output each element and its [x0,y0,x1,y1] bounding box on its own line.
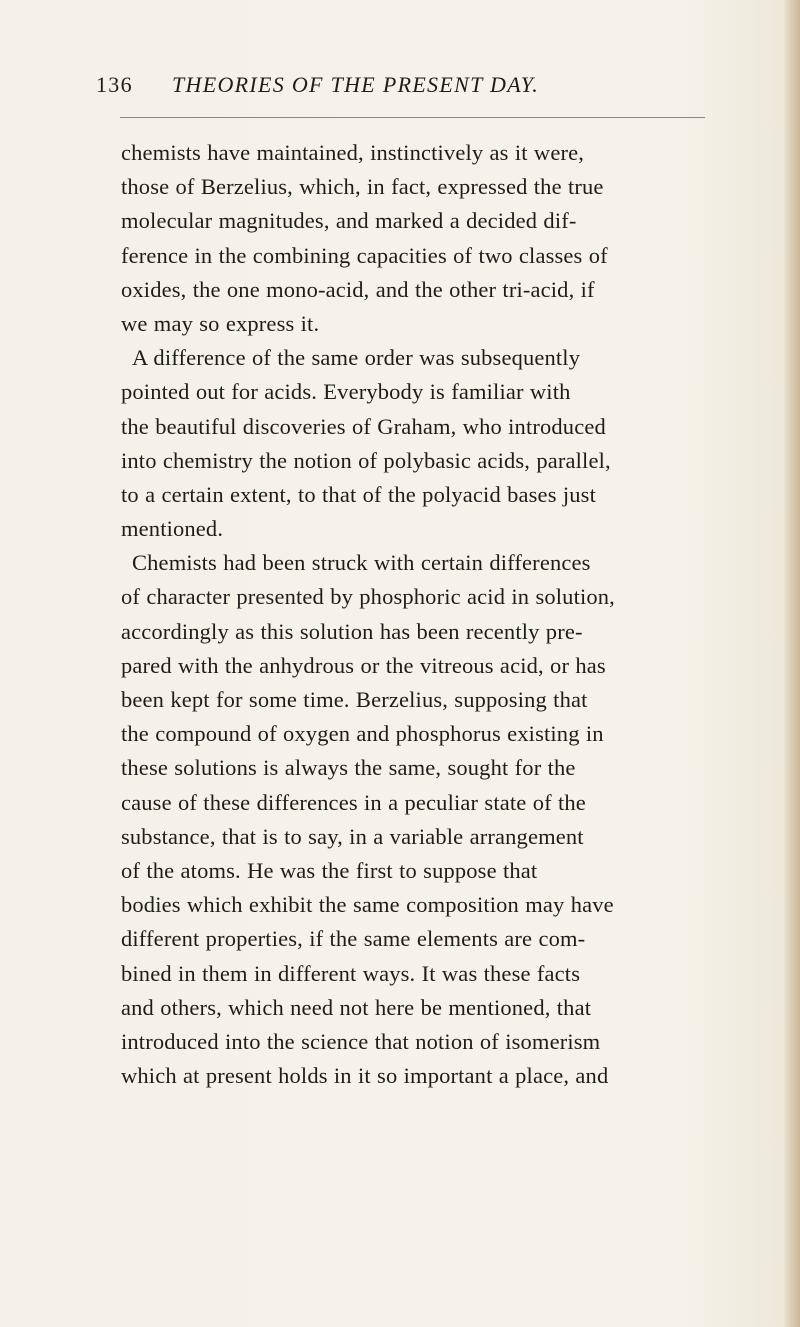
body-text [121,136,711,1146]
text-line: bodies which exhibit the same composition may have [121,892,614,918]
text-line: and others, which need not here be mentioned, that [121,994,592,1020]
text-line: been kept for some time. Berzelius, supposing that [121,687,588,712]
text-line: substance, that is to say, in a variable arrangement [121,823,584,849]
page-number: 136 [96,72,133,97]
text-line: mentioned. [121,516,224,542]
page-edge [784,0,800,1327]
running-title: THEORIES OF THE PRESENT DAY. [172,72,540,97]
text-line: accordingly as this solution has been recently pre- [121,618,583,644]
text-line: into chemistry the notion of polybasic acids, parallel, [121,447,611,473]
paragraph-start-line: A difference of the same order was subsequently [132,345,581,371]
text-line: cause of these differences in a peculiar state of the [121,789,586,815]
text-line: oxides, the one mono-acid, and the other tri-acid, if [121,276,595,302]
text-line: we may so express it. [121,310,320,336]
text-line: pointed out for acids. Everybody is familiar with [121,379,571,405]
text-line: chemists have maintained, instinctively as it were, [121,140,585,165]
text-line: these solutions is always the same, sought for the [121,755,576,781]
text-line: which at present holds in it so important a place, and [121,1063,609,1089]
paragraph-start-line: Chemists had been struck with certain differences [132,550,591,576]
running-head [96,72,706,106]
text-line: pared with the anhydrous or the vitreous acid, or has [121,652,606,678]
text-line: different properties, if the same elements are com- [121,926,586,952]
text-line: of character presented by phosphoric acid in solution, [121,584,615,610]
text-line: introduced into the science that notion of isomerism [121,1028,601,1054]
text-line: bined in them in different ways. It was these facts [121,960,581,986]
text-line: to a certain extent, to that of the polyacid bases just [121,481,596,507]
text-line: the compound of oxygen and phosphorus existing in [121,721,604,747]
header-rule [120,117,705,118]
text-line: ference in the combining capacities of two classes of [121,242,608,268]
text-line: molecular magnitudes, and marked a decided dif- [121,208,577,234]
text-line: the beautiful discoveries of Graham, who introduced [121,413,606,439]
text-line: of the atoms. He was the first to suppose that [121,857,538,883]
text-line: those of Berzelius, which, in fact, expressed the true [121,174,604,200]
